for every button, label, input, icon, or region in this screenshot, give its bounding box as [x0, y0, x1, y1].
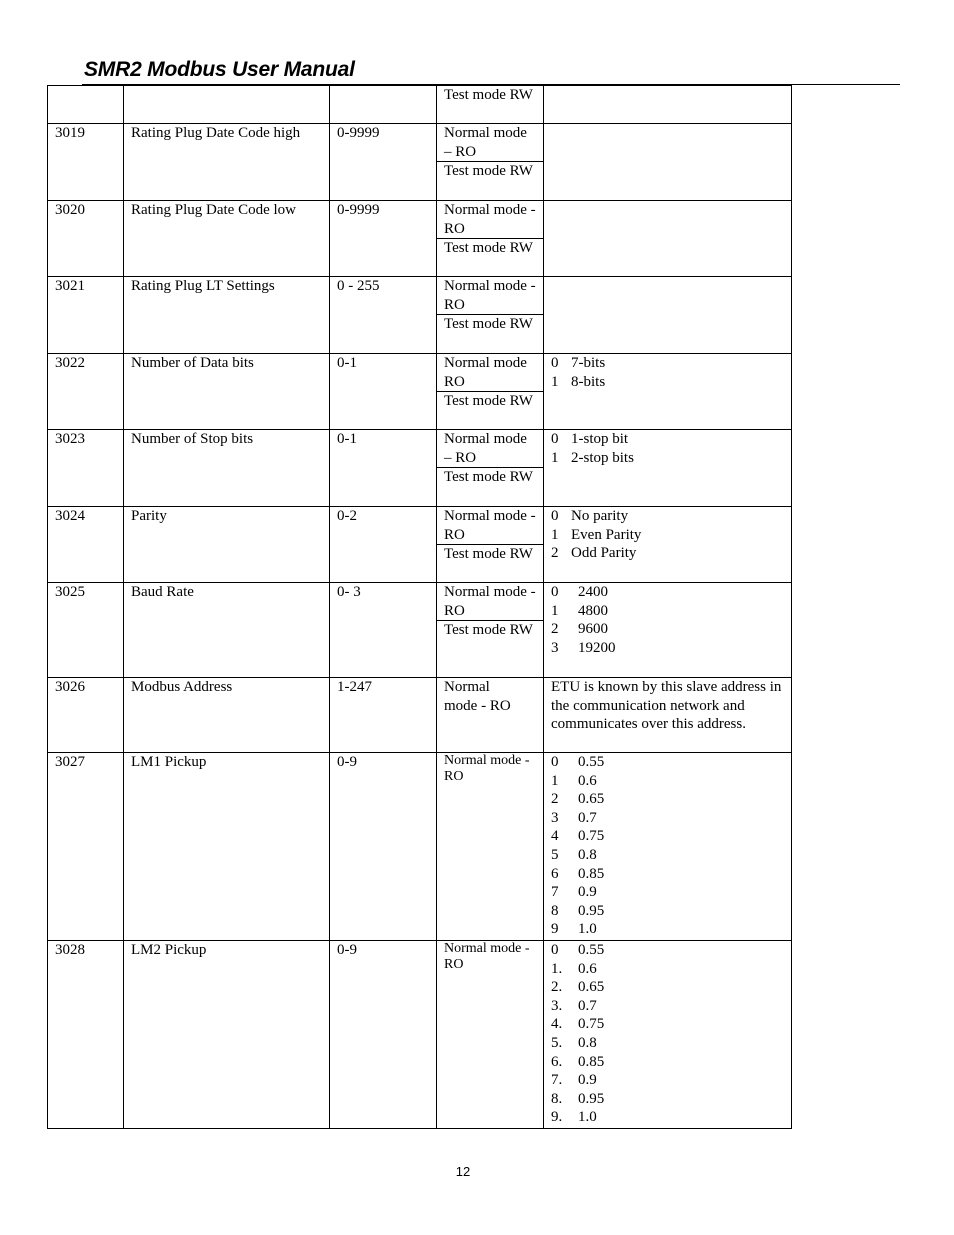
- name-cell: LM1 Pickup: [124, 753, 330, 941]
- manual-title: SMR2 Modbus User Manual: [84, 58, 355, 81]
- name-cell: Rating Plug LT Settings: [124, 277, 330, 354]
- address-cell: 3021: [48, 277, 124, 354]
- mode-cell: [437, 430, 544, 507]
- option-item: 3 19200: [551, 639, 616, 656]
- mode-cell: [437, 86, 544, 124]
- table-row: [48, 86, 792, 124]
- mode-cell: [437, 354, 544, 430]
- option-item: 1 2-stop bits: [551, 449, 634, 466]
- option-item: 9. 1.0: [551, 1109, 597, 1126]
- mode-normal: Normal mode - RO: [437, 201, 543, 239]
- option-item: 6. 0.85: [551, 1053, 605, 1070]
- option-item: 2 Odd Parity: [551, 545, 637, 562]
- address-cell: 3024: [48, 507, 124, 583]
- address-cell: 3022: [48, 354, 124, 430]
- table-row: [48, 124, 792, 201]
- option-item: 3 0.7: [551, 809, 597, 826]
- range-cell: 0-2: [330, 507, 437, 583]
- range-cell: 0-9999: [330, 201, 437, 277]
- mode-normal: Normal mode - RO: [444, 679, 511, 714]
- range-cell: 0-9: [330, 753, 437, 941]
- page-number: 12: [455, 1164, 471, 1179]
- mode-cell: [437, 507, 544, 583]
- description-cell: [544, 354, 792, 430]
- range-cell: 1-247: [330, 678, 437, 753]
- mode-test: Test mode RW: [444, 87, 533, 103]
- mode-test: Test mode RW: [444, 393, 533, 410]
- mode-cell: [437, 201, 544, 277]
- mode-cell: [437, 583, 544, 678]
- table-row: [48, 941, 792, 1129]
- option-item: 5 0.8: [551, 846, 597, 863]
- range-cell: 0- 3: [330, 583, 437, 678]
- mode-test: Test mode RW: [444, 240, 533, 257]
- mode-cell: [437, 753, 544, 941]
- option-item: 2 0.65: [551, 791, 605, 808]
- mode-normal: Normal mode - RO: [437, 507, 543, 545]
- mode-normal: Normal mode - RO: [444, 753, 530, 784]
- option-item: 1 8-bits: [551, 373, 606, 390]
- option-item: 1 0.6: [551, 772, 597, 789]
- address-cell: 3025: [48, 583, 124, 678]
- mode-normal: Normal mode – RO: [437, 124, 543, 162]
- name-cell: Modbus Address: [124, 678, 330, 753]
- option-item: 2 9600: [551, 621, 608, 638]
- mode-normal: Normal mode RO: [437, 354, 543, 392]
- mode-cell: [437, 277, 544, 354]
- mode-normal: Normal mode - RO: [444, 941, 530, 972]
- table-row: [48, 277, 792, 354]
- name-cell: LM2 Pickup: [124, 941, 330, 1129]
- mode-cell: [437, 678, 544, 753]
- name-cell: Number of Stop bits: [124, 430, 330, 507]
- address-cell: [48, 86, 124, 124]
- option-item: 0 7-bits: [551, 355, 606, 371]
- address-cell: 3019: [48, 124, 124, 201]
- mode-test: Test mode RW: [444, 469, 533, 486]
- name-cell: [124, 86, 330, 124]
- description-cell: [544, 507, 792, 583]
- address-cell: 3026: [48, 678, 124, 753]
- description-cell: [544, 86, 792, 124]
- name-cell: Rating Plug Date Code low: [124, 201, 330, 277]
- mode-test: Test mode RW: [444, 316, 533, 333]
- name-cell: Baud Rate: [124, 583, 330, 678]
- option-item: 0 1-stop bit: [551, 431, 629, 447]
- name-cell: Parity: [124, 507, 330, 583]
- option-item: 1. 0.6: [551, 960, 597, 977]
- option-item: 6 0.85: [551, 865, 605, 882]
- address-cell: 3027: [48, 753, 124, 941]
- table-row: [48, 507, 792, 583]
- name-cell: Number of Data bits: [124, 354, 330, 430]
- option-item: 0 0.55: [551, 942, 605, 958]
- table-row: [48, 678, 792, 753]
- range-cell: 0-1: [330, 430, 437, 507]
- range-cell: [330, 86, 437, 124]
- description-cell: [544, 201, 792, 277]
- option-item: 4 0.75: [551, 828, 605, 845]
- mode-normal: Normal mode - RO: [437, 277, 543, 315]
- mode-cell: [437, 124, 544, 201]
- description-cell: [544, 430, 792, 507]
- option-item: 0 2400: [551, 584, 608, 600]
- mode-normal: Normal mode – RO: [437, 430, 543, 468]
- register-table: [47, 85, 792, 1129]
- address-cell: 3028: [48, 941, 124, 1129]
- address-cell: 3023: [48, 430, 124, 507]
- option-item: 7 0.9: [551, 884, 597, 901]
- mode-test: Test mode RW: [444, 163, 533, 180]
- range-cell: 0-1: [330, 354, 437, 430]
- option-item: 7. 0.9: [551, 1072, 597, 1089]
- description-cell: [544, 583, 792, 678]
- option-item: 4. 0.75: [551, 1016, 605, 1033]
- option-item: 8. 0.95: [551, 1090, 605, 1107]
- range-cell: 0 - 255: [330, 277, 437, 354]
- mode-test: Test mode RW: [444, 546, 533, 563]
- description-cell: [544, 753, 792, 941]
- description-cell: [544, 277, 792, 354]
- description-cell: ETU is known by this slave address in the communication network and communicates over this address.: [544, 678, 792, 753]
- option-item: 0 0.55: [551, 754, 605, 770]
- mode-test: Test mode RW: [444, 622, 533, 639]
- table-row: [48, 354, 792, 430]
- address-cell: 3020: [48, 201, 124, 277]
- mode-cell: [437, 941, 544, 1129]
- option-item: 1 4800: [551, 602, 608, 619]
- table-row: [48, 430, 792, 507]
- description-cell: [544, 941, 792, 1129]
- table-row: [48, 583, 792, 678]
- option-item: 5. 0.8: [551, 1034, 597, 1051]
- name-cell: Rating Plug Date Code high: [124, 124, 330, 201]
- mode-normal: Normal mode - RO: [437, 583, 543, 621]
- table-row: [48, 753, 792, 941]
- option-item: 9 1.0: [551, 921, 597, 938]
- table-row: [48, 201, 792, 277]
- option-item: 3. 0.7: [551, 997, 597, 1014]
- option-item: 1 Even Parity: [551, 526, 642, 543]
- option-item: 8 0.95: [551, 902, 605, 919]
- description-cell: [544, 124, 792, 201]
- range-cell: 0-9: [330, 941, 437, 1129]
- range-cell: 0-9999: [330, 124, 437, 201]
- option-item: 2. 0.65: [551, 979, 605, 996]
- option-item: 0 No parity: [551, 508, 629, 524]
